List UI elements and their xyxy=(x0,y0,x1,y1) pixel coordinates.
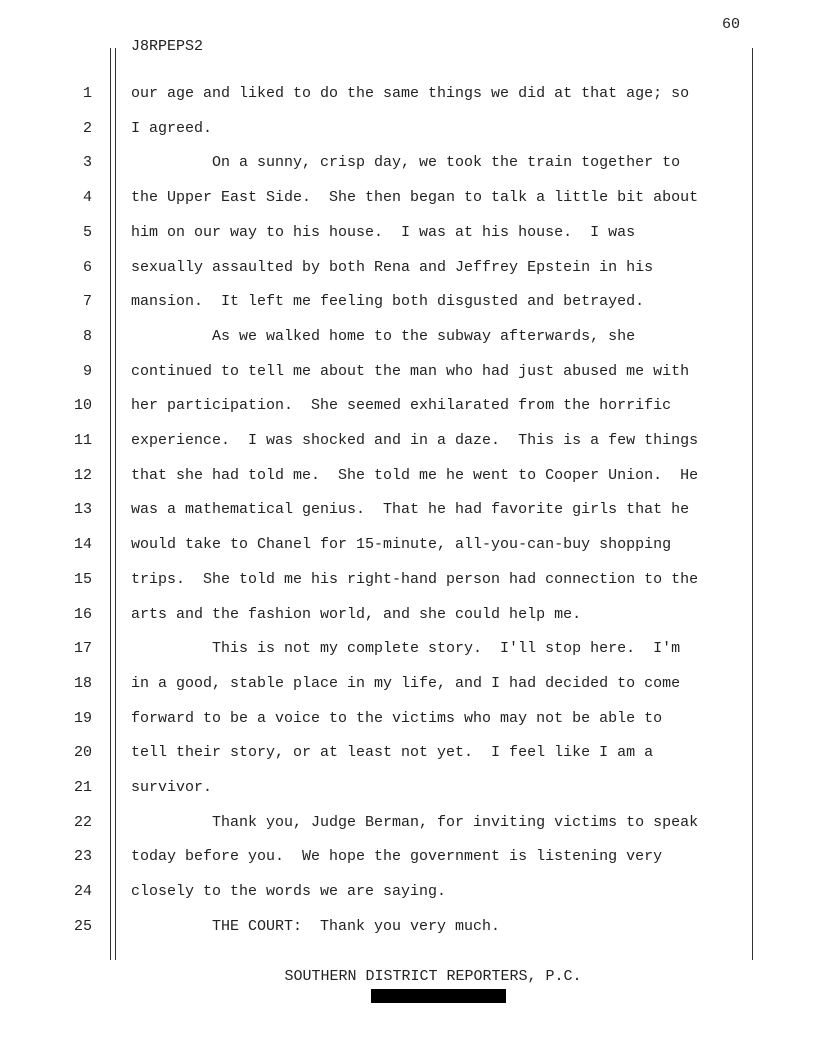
line-number: 6 xyxy=(82,259,92,276)
line-text: was a mathematical genius. That he had favorite girls that he xyxy=(131,501,690,518)
line-text: mansion. It left me feeling both disgusted and betrayed. xyxy=(131,293,645,310)
line-number: 2 xyxy=(82,120,92,137)
line-number: 1 xyxy=(82,85,92,102)
line-text: I agreed. xyxy=(131,120,213,137)
line-number: 14 xyxy=(73,536,92,553)
line-text: arts and the fashion world, and she could help me. xyxy=(131,606,582,623)
line-number: 5 xyxy=(82,224,92,241)
line-number: 18 xyxy=(73,675,92,692)
line-number: 9 xyxy=(82,363,92,380)
line-number: 20 xyxy=(73,744,92,761)
line-text: As we walked home to the subway afterwards, she xyxy=(131,328,636,345)
line-text: in a good, stable place in my life, and I had decided to come xyxy=(131,675,681,692)
line-number: 19 xyxy=(73,710,92,727)
line-text: today before you. We hope the government is listening very xyxy=(131,848,663,865)
page-number: 60 xyxy=(721,16,740,33)
line-text: experience. I was shocked and in a daze. This is a few things xyxy=(131,432,699,449)
redaction-bar xyxy=(371,989,506,1003)
line-text: our age and liked to do the same things we did at that age; so xyxy=(131,85,690,102)
line-number: 8 xyxy=(82,328,92,345)
line-number: 4 xyxy=(82,189,92,206)
line-number: 13 xyxy=(73,501,92,518)
line-number: 10 xyxy=(73,397,92,414)
line-text: tell their story, or at least not yet. I feel like I am a xyxy=(131,744,654,761)
line-text: continued to tell me about the man who had just abused me with xyxy=(131,363,690,380)
line-number: 21 xyxy=(73,779,92,796)
line-text: would take to Chanel for 15-minute, all-you-can-buy shopping xyxy=(131,536,672,553)
line-number: 17 xyxy=(73,640,92,657)
line-text: him on our way to his house. I was at his house. I was xyxy=(131,224,636,241)
line-number: 7 xyxy=(82,293,92,310)
left-margin-rule-inner xyxy=(115,48,116,960)
line-text: that she had told me. She told me he went to Cooper Union. He xyxy=(131,467,699,484)
line-number: 25 xyxy=(73,918,92,935)
line-number: 16 xyxy=(73,606,92,623)
line-number: 15 xyxy=(73,571,92,588)
line-text: THE COURT: Thank you very much. xyxy=(131,918,501,935)
line-number: 12 xyxy=(73,467,92,484)
footer-reporter: SOUTHERN DISTRICT REPORTERS, P.C. xyxy=(284,968,582,985)
line-text: survivor. xyxy=(131,779,213,796)
line-number: 24 xyxy=(73,883,92,900)
line-text: forward to be a voice to the victims who may not be able to xyxy=(131,710,663,727)
line-number: 3 xyxy=(82,154,92,171)
line-text: closely to the words we are saying. xyxy=(131,883,447,900)
line-text: trips. She told me his right-hand person had connection to the xyxy=(131,571,699,588)
line-text: her participation. She seemed exhilarated from the horrific xyxy=(131,397,672,414)
line-text: This is not my complete story. I'll stop here. I'm xyxy=(131,640,681,657)
case-id: J8RPEPS2 xyxy=(131,38,204,55)
line-number: 23 xyxy=(73,848,92,865)
line-number: 11 xyxy=(73,432,92,449)
line-text: the Upper East Side. She then began to talk a little bit about xyxy=(131,189,699,206)
right-margin-rule xyxy=(752,48,753,960)
line-text: Thank you, Judge Berman, for inviting victims to speak xyxy=(131,814,699,831)
left-margin-rule-outer xyxy=(110,48,111,960)
line-text: On a sunny, crisp day, we took the train together to xyxy=(131,154,681,171)
line-text: sexually assaulted by both Rena and Jeffrey Epstein in his xyxy=(131,259,654,276)
line-number: 22 xyxy=(73,814,92,831)
